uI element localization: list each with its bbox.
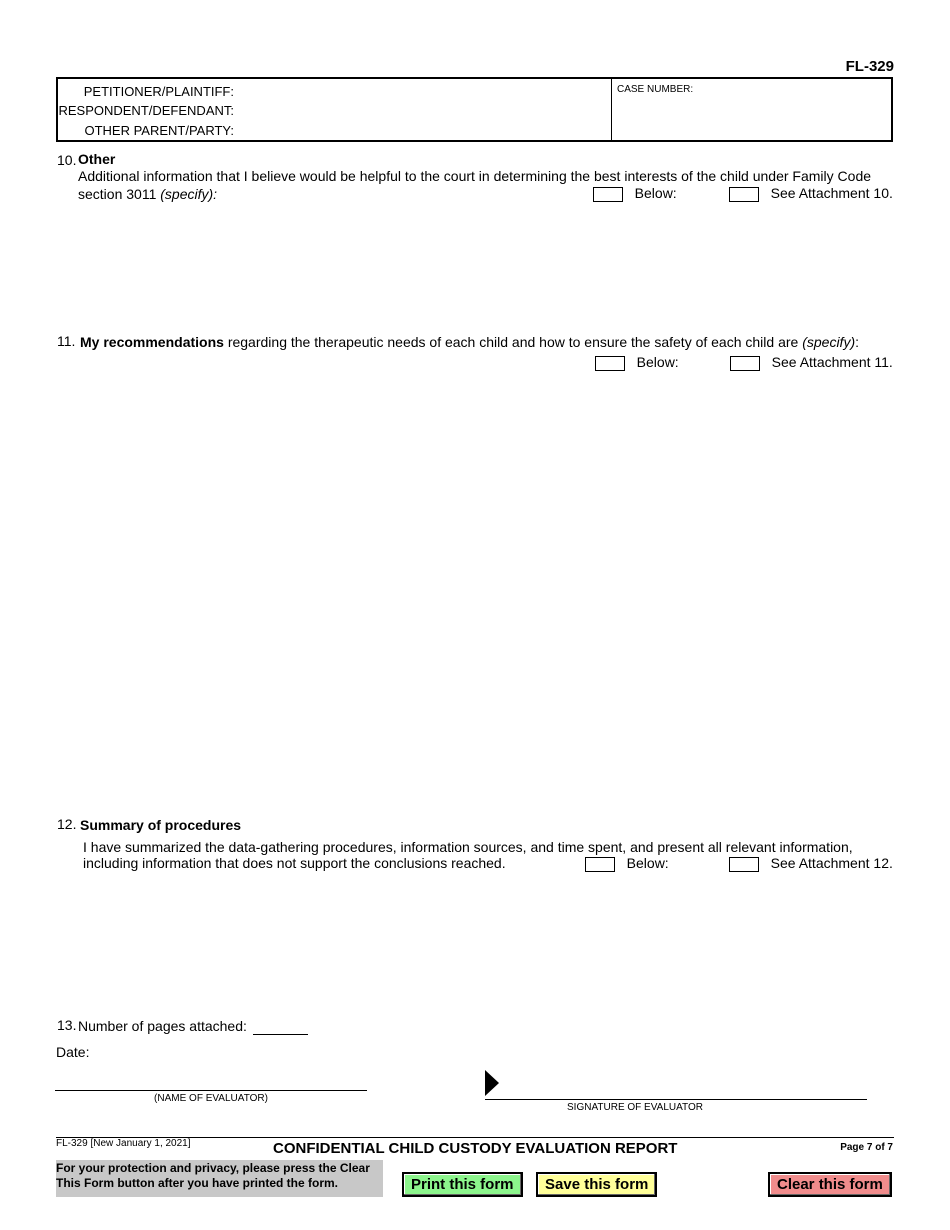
item11-colon: : [855, 334, 859, 350]
item12-attachment-label: See Attachment 12. [770, 855, 893, 871]
item12-below-checkbox[interactable] [585, 857, 615, 872]
date-label: Date: [56, 1044, 90, 1060]
item10-title: Other [78, 151, 116, 167]
footer-revision: FL-329 [New January 1, 2021] [56, 1138, 191, 1149]
item11-number: 11. [57, 333, 76, 349]
name-of-evaluator-field[interactable] [55, 1090, 367, 1091]
item11-text [80, 333, 859, 351]
form-id: FL-329 [845, 58, 894, 75]
item10-text: section 3011 [78, 186, 161, 202]
item12-text-line1: I have summarized the data-gathering procedures, information sources, and time spent, and present all relevant information, [83, 839, 853, 855]
footer-title: CONFIDENTIAL CHILD CUSTODY EVALUATION REPORT [273, 1140, 678, 1157]
print-form-button[interactable]: Print this form [402, 1172, 523, 1197]
item10-text-line2 [78, 185, 217, 203]
item13-number: 13. [57, 1017, 77, 1033]
item10-specify: (specify): [160, 186, 218, 202]
item11-attachment-checkbox[interactable] [730, 356, 760, 371]
item12-attachment-option [729, 855, 893, 872]
item12-below-option [585, 855, 669, 872]
item11-below-label: Below: [636, 354, 679, 370]
caption-divider [611, 79, 612, 140]
signature-field[interactable] [485, 1099, 867, 1100]
respondent-label: RESPONDENT/DEFENDANT: [58, 103, 234, 118]
item12-below-label: Below: [626, 855, 669, 871]
name-caption: (NAME OF EVALUATOR) [154, 1093, 268, 1104]
case-caption-box [56, 77, 893, 142]
item12-attachment-checkbox[interactable] [729, 857, 759, 872]
item11-specify: (specify) [802, 334, 856, 350]
save-form-button[interactable]: Save this form [536, 1172, 657, 1197]
item11-attachment-option [730, 354, 893, 371]
signature-arrow-icon [485, 1070, 499, 1096]
item12-text-line2: including information that does not support the conclusions reached. [83, 855, 506, 871]
privacy-note-line1: For your protection and privacy, please press the Clear [56, 1161, 370, 1175]
item10-attachment-checkbox[interactable] [729, 187, 759, 202]
case-number-label: CASE NUMBER: [617, 84, 694, 95]
pages-attached-field[interactable] [253, 1034, 308, 1035]
other-party-label: OTHER PARENT/PARTY: [84, 123, 234, 138]
privacy-note [56, 1160, 383, 1197]
item10-below-label: Below: [634, 185, 677, 201]
item11-below-option [595, 354, 679, 371]
footer-page: Page 7 of 7 [840, 1142, 893, 1153]
item10-attachment-label: See Attachment 10. [770, 185, 893, 201]
item11-body: regarding the therapeutic needs of each child and how to ensure the safety of each child are [223, 334, 803, 350]
item10-below-checkbox[interactable] [593, 187, 623, 202]
item10-number: 10. [57, 152, 77, 168]
item10-attachment-option [729, 185, 893, 202]
petitioner-label: PETITIONER/PLAINTIFF: [83, 84, 234, 99]
item12-number: 12. [57, 816, 77, 832]
item11-title: My recommendations [80, 334, 224, 350]
item11-below-checkbox[interactable] [595, 356, 625, 371]
signature-caption: SIGNATURE OF EVALUATOR [567, 1102, 703, 1113]
item12-title: Summary of procedures [80, 817, 242, 833]
item10-text-line1: Additional information that I believe would be helpful to the court in determining the best interests of the child under Family Code [78, 168, 872, 184]
clear-form-button[interactable]: Clear this form [768, 1172, 892, 1197]
item13-label: Number of pages attached: [78, 1018, 247, 1034]
item10-below-option [593, 185, 677, 202]
item11-attachment-label: See Attachment 11. [771, 354, 893, 370]
privacy-note-line2: This Form button after you have printed the form. [56, 1176, 339, 1190]
